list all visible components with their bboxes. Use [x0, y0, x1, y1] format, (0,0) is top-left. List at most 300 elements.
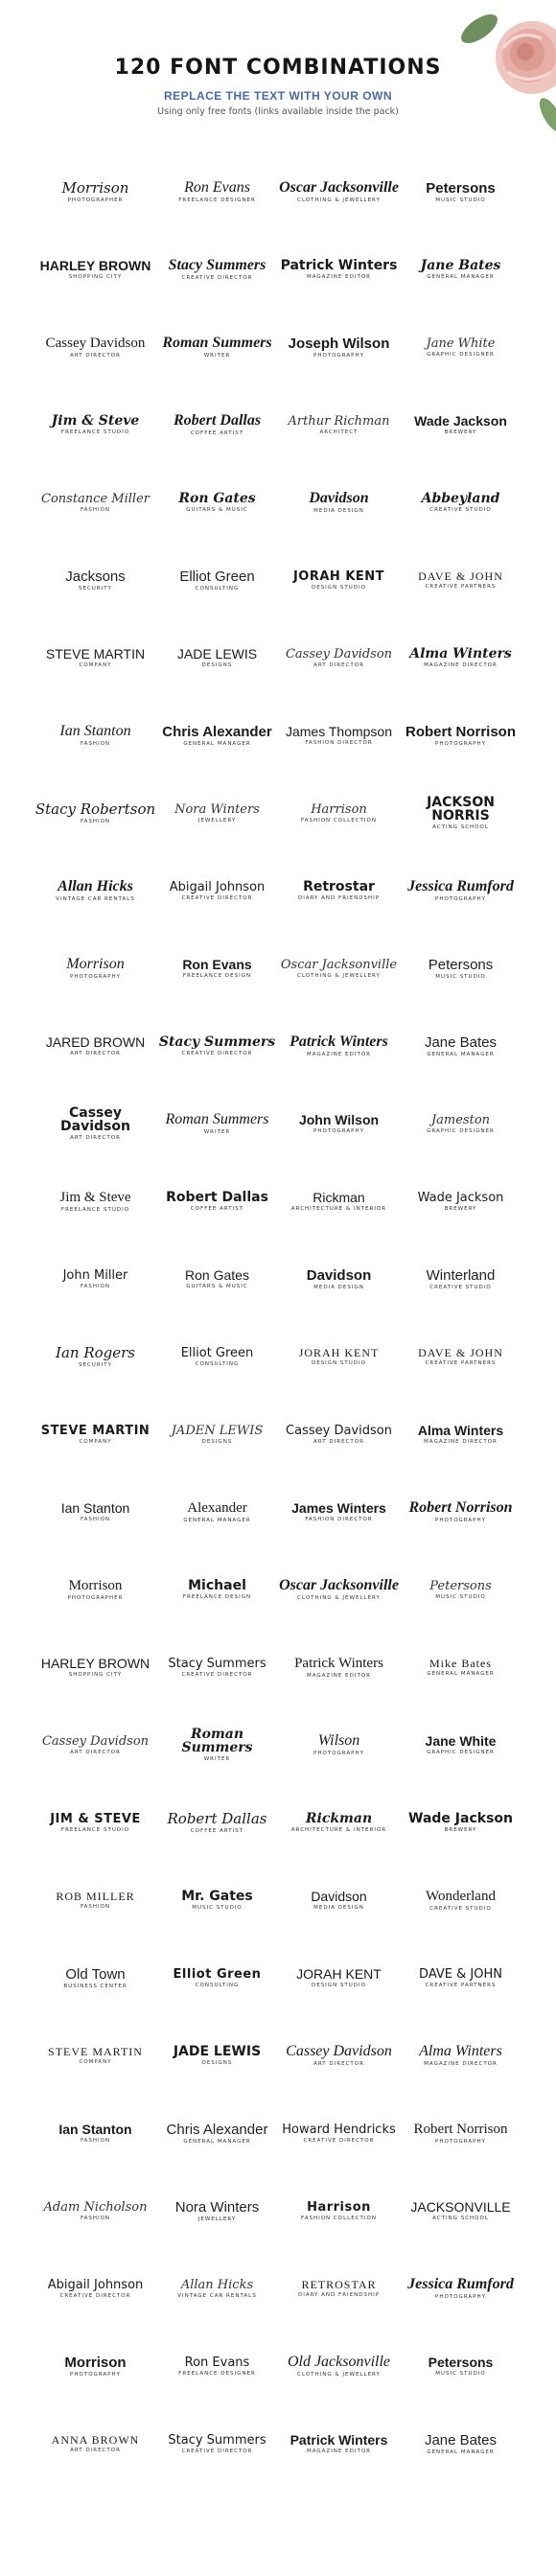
- combination-name: Allan Hicks: [58, 878, 133, 895]
- combination-subtitle: COFFEE ARTIST: [190, 1827, 244, 1834]
- combination-subtitle: GRAPHIC DESIGNER: [427, 1750, 495, 1756]
- combination-name: Chris Alexander: [162, 723, 272, 740]
- combination-subtitle: FASHION: [80, 1283, 111, 1289]
- font-combination-item: [278, 1085, 400, 1163]
- combination-name: JIM & STEVE: [50, 1811, 141, 1826]
- combination-subtitle: ARCHITECTURE & INTERIOR: [290, 1206, 387, 1213]
- combination-subtitle: BUSINESS CENTER: [63, 1983, 127, 1989]
- combination-name: Rickman: [313, 1190, 365, 1206]
- combination-subtitle: CREATIVE DIRECTOR: [303, 2137, 375, 2144]
- combination-subtitle: WRITER: [203, 1756, 231, 1763]
- combination-subtitle: JEWELLERY: [197, 2216, 237, 2222]
- combination-subtitle: ARCHITECTURE & INTERIOR: [290, 1827, 387, 1834]
- combination-subtitle: CLOTHING & JEWELLERY: [297, 2372, 381, 2379]
- font-combination-item: [156, 309, 278, 386]
- combination-subtitle: ACTING SCHOOL: [432, 2216, 489, 2222]
- combination-name: Wade Jackson: [408, 1811, 513, 1827]
- combination-name: Harrison: [307, 2199, 371, 2215]
- combination-subtitle: MUSIC STUDIO: [435, 973, 486, 980]
- font-combination-item: [156, 1629, 278, 1706]
- font-combination-item: [400, 2328, 521, 2405]
- combination-name: John Miller: [62, 1267, 128, 1283]
- combination-subtitle: CREATIVE DIRECTOR: [181, 275, 253, 282]
- font-combination-item: [278, 1862, 400, 1939]
- combination-name: Alma Winters: [419, 2043, 502, 2060]
- combination-name: Ian Stanton: [58, 2122, 132, 2138]
- combination-subtitle: PHOTOGRAPHER: [67, 1594, 124, 1601]
- combination-subtitle: MUSIC STUDIO: [192, 1905, 243, 1912]
- combination-name: JARED BROWN: [45, 1034, 146, 1051]
- combination-name: Mike Bates: [429, 1657, 492, 1671]
- combination-name: STEVE MARTIN: [40, 1423, 151, 1438]
- combination-subtitle: BREWERY: [444, 1205, 477, 1212]
- combination-subtitle: GENERAL MANAGER: [183, 740, 251, 747]
- combination-subtitle: CREATIVE STUDIO: [429, 507, 492, 514]
- combination-subtitle: VINTAGE CAR RENTALS: [56, 896, 135, 903]
- font-combination-item: [156, 775, 278, 852]
- combination-subtitle: VINTAGE CAR RENTALS: [177, 2292, 257, 2299]
- combination-name: Retrostar: [303, 879, 375, 895]
- combination-subtitle: MEDIA DESIGN: [313, 1284, 364, 1290]
- font-combination-item: [400, 309, 521, 386]
- combination-subtitle: FASHION: [80, 818, 111, 824]
- combination-name: STEVE MARTIN: [48, 2045, 143, 2059]
- combination-name: HARLEY BROWN: [40, 1656, 151, 1672]
- font-combination-item: [156, 852, 278, 930]
- combination-subtitle: PHOTOGRAPHY: [313, 1751, 364, 1757]
- combination-name: Jane Bates: [420, 258, 501, 274]
- font-combination-item: [400, 1008, 521, 1085]
- font-combination-item: [278, 1474, 400, 1551]
- font-combination-item: [400, 1163, 521, 1241]
- combination-name: Elliot Green: [180, 1345, 254, 1360]
- combination-name: Robert Dallas: [167, 1809, 267, 1827]
- combination-subtitle: ART DIRECTOR: [70, 1135, 121, 1142]
- combination-subtitle: CREATIVE PARTNERS: [425, 1982, 497, 1988]
- combination-name: Wade Jackson: [414, 413, 507, 429]
- font-combination-item: [400, 1085, 521, 1163]
- combination-subtitle: ART DIRECTOR: [313, 1438, 364, 1445]
- combination-subtitle: GENERAL MANAGER: [183, 1517, 251, 1523]
- combination-name: Abigail Johnson: [47, 2277, 144, 2292]
- font-combination-item: [400, 1862, 521, 1939]
- combination-subtitle: DIARY AND FRIENDSHIP: [297, 895, 381, 902]
- combination-subtitle: CLOTHING & JEWELLERY: [297, 972, 381, 979]
- combination-subtitle: FASHION COLLECTION: [301, 817, 377, 824]
- combination-subtitle: CREATIVE PARTNERS: [425, 1360, 497, 1367]
- combination-subtitle: GENERAL MANAGER: [427, 1051, 495, 1057]
- font-combination-item: [35, 386, 156, 464]
- combination-name: Patrick Winters: [290, 1033, 388, 1051]
- combination-subtitle: GUITARS & MUSIC: [186, 507, 248, 514]
- combination-subtitle: PHOTOGRAPHY: [313, 1128, 364, 1135]
- combination-subtitle: FASHION DIRECTOR: [305, 740, 373, 747]
- combination-subtitle: PHOTOGRAPHY: [313, 352, 364, 359]
- combination-subtitle: FREELANCE DESIGN: [182, 1594, 252, 1601]
- combination-name: Patrick Winters: [280, 258, 398, 274]
- font-combination-grid: [35, 153, 521, 2483]
- combination-name: Davidson: [311, 1889, 367, 1905]
- font-combination-item: [400, 2017, 521, 2095]
- combination-subtitle: FASHION: [80, 2215, 111, 2221]
- font-combination-item: [400, 1241, 521, 1318]
- combination-subtitle: CLOTHING & JEWELLERY: [297, 197, 381, 204]
- combination-name: Jane Bates: [424, 2431, 498, 2448]
- combination-name: JORAH KENT: [296, 1966, 382, 1983]
- combination-name: Cassey Davidson: [41, 1733, 150, 1749]
- combination-subtitle: GENERAL MANAGER: [427, 2448, 495, 2455]
- font-combination-item: [156, 2017, 278, 2095]
- combination-name: Davidson: [309, 490, 369, 507]
- font-combination-item: [400, 1784, 521, 1862]
- font-combination-item: [278, 1241, 400, 1318]
- combination-name: DAVE & JOHN: [419, 1966, 502, 1982]
- combination-name: Old Town: [65, 1965, 126, 1983]
- combination-subtitle: CREATIVE STUDIO: [429, 1284, 492, 1290]
- font-combination-item: [35, 619, 156, 697]
- combination-name: Elliot Green: [179, 568, 255, 585]
- combination-name: Jane White: [425, 1733, 497, 1750]
- combination-subtitle: DESIGNS: [201, 1438, 233, 1445]
- combination-name: Petersons: [428, 2355, 494, 2371]
- font-combination-item: [35, 1862, 156, 1939]
- font-combination-item: [156, 1085, 278, 1163]
- combination-subtitle: SHOPPING CITY: [68, 274, 123, 281]
- combination-name: Alma Winters: [417, 1423, 504, 1439]
- font-combination-item: [35, 2095, 156, 2172]
- combination-subtitle: MAGAZINE EDITOR: [306, 1672, 371, 1679]
- combination-subtitle: COFFEE ARTIST: [190, 430, 244, 437]
- combination-subtitle: GENERAL MANAGER: [427, 1671, 495, 1678]
- font-combination-item: [156, 386, 278, 464]
- combination-name: Ron Evans: [182, 957, 252, 973]
- combination-name: Robert Dallas: [173, 412, 262, 429]
- combination-name: Robert Norrison: [405, 723, 516, 740]
- combination-subtitle: FREELANCE DESIGNER: [178, 197, 256, 204]
- combination-subtitle: CONSULTING: [195, 1982, 240, 1988]
- combination-name: Morrison: [68, 1577, 123, 1593]
- font-combination-item: [400, 2095, 521, 2172]
- font-combination-item: [156, 2172, 278, 2250]
- font-combination-item: [278, 153, 400, 231]
- combination-name: Petersons: [428, 956, 494, 973]
- combination-subtitle: ARCHITECT: [319, 429, 359, 435]
- combination-subtitle: MAGAZINE EDITOR: [306, 274, 371, 281]
- font-combination-item: [156, 153, 278, 231]
- font-combination-item: [278, 2250, 400, 2328]
- combination-name: ROB MILLER: [56, 1890, 135, 1904]
- combination-subtitle: FASHION: [80, 741, 111, 748]
- combination-subtitle: PHOTOGRAPHY: [435, 896, 486, 903]
- combination-subtitle: FREELANCE DESIGNER: [178, 2370, 256, 2377]
- combination-subtitle: FREELANCE STUDIO: [60, 429, 130, 436]
- font-combination-item: [400, 153, 521, 231]
- combination-name: JADEN LEWIS: [171, 1423, 264, 1438]
- font-combination-item: [400, 386, 521, 464]
- font-combination-item: [35, 2328, 156, 2405]
- font-combination-item: [400, 1706, 521, 1784]
- font-combination-item: [35, 2250, 156, 2328]
- combination-name: Cassey Davidson: [286, 2043, 392, 2060]
- combination-subtitle: GENERAL MANAGER: [427, 274, 495, 281]
- combination-name: STEVE MARTIN: [45, 646, 146, 662]
- combination-name: Old Jacksonville: [287, 2354, 391, 2371]
- combination-name: Stacy Summers: [158, 1034, 276, 1051]
- combination-subtitle: COMPANY: [79, 2059, 112, 2066]
- combination-subtitle: PHOTOGRAPHY: [435, 740, 486, 747]
- combination-name: RETROSTAR: [301, 2278, 377, 2292]
- combination-subtitle: CREATIVE STUDIO: [429, 1905, 492, 1912]
- font-combination-item: [35, 153, 156, 231]
- combination-subtitle: SECURITY: [79, 585, 112, 592]
- combination-subtitle: CREATIVE DIRECTOR: [181, 1671, 253, 1678]
- font-combination-item: [278, 386, 400, 464]
- combination-name: Oscar Jacksonville: [279, 179, 399, 197]
- font-combination-item: [400, 619, 521, 697]
- combination-subtitle: SHOPPING CITY: [68, 1672, 123, 1679]
- font-combination-item: [35, 1318, 156, 1396]
- font-combination-item: [35, 1474, 156, 1551]
- font-combination-item: [400, 464, 521, 542]
- font-combination-item: [400, 2250, 521, 2328]
- font-combination-item: [278, 231, 400, 309]
- font-combination-item: [35, 1008, 156, 1085]
- page-header: [0, 56, 556, 117]
- font-combination-item: [400, 231, 521, 309]
- font-combination-item: [156, 1008, 278, 1085]
- font-combination-item: [278, 697, 400, 775]
- font-combination-item: [35, 2017, 156, 2095]
- font-combination-item: [35, 1706, 156, 1784]
- combination-subtitle: ART DIRECTOR: [70, 2448, 121, 2454]
- combination-name: Cassey Davidson: [45, 335, 146, 351]
- combination-subtitle: COFFEE ARTIST: [190, 1206, 244, 1213]
- combination-name: Jim & Steve: [51, 413, 140, 429]
- combination-name: Morrison: [66, 956, 125, 973]
- combination-name: ANNA BROWN: [51, 2433, 140, 2448]
- combination-subtitle: ART DIRECTOR: [70, 352, 121, 359]
- combination-name: Robert Dallas: [166, 1190, 268, 1206]
- combination-name: Stacy Summers: [168, 1656, 266, 1671]
- combination-subtitle: MEDIA DESIGN: [313, 508, 364, 515]
- combination-name: Ian Stanton: [59, 723, 131, 740]
- combination-name: Roman Summers: [162, 335, 272, 352]
- font-combination-item: [278, 1784, 400, 1862]
- combination-subtitle: PHOTOGRAPHY: [70, 2371, 121, 2378]
- font-combination-item: [35, 1784, 156, 1862]
- font-combination-item: [278, 1706, 400, 1784]
- combination-name: Jameston: [430, 1112, 491, 1127]
- font-combination-item: [35, 775, 156, 852]
- combination-subtitle: CONSULTING: [195, 1360, 240, 1367]
- combination-subtitle: MUSIC STUDIO: [435, 197, 486, 203]
- font-combination-item: [35, 1163, 156, 1241]
- combination-name: Ron Gates: [178, 491, 256, 507]
- combination-name: Elliot Green: [173, 1966, 262, 1982]
- combination-name: Rickman: [305, 1811, 373, 1827]
- combination-name: Cassey Davidson: [285, 646, 393, 661]
- combination-subtitle: CREATIVE DIRECTOR: [181, 1051, 253, 1057]
- combination-subtitle: CONSULTING: [195, 585, 240, 592]
- font-combination-item: [35, 1551, 156, 1629]
- combination-subtitle: MAGAZINE DIRECTOR: [424, 662, 498, 669]
- combination-name: Ron Evans: [184, 2355, 250, 2370]
- combination-subtitle: ART DIRECTOR: [70, 1051, 121, 1057]
- combination-subtitle: MUSIC STUDIO: [435, 2371, 486, 2378]
- combination-name: Petersons: [429, 1578, 492, 1593]
- page-title: 120 FONT COMBINATIONS: [114, 56, 442, 80]
- combination-subtitle: PHOTOGRAPHER: [67, 197, 124, 203]
- font-combination-item: [156, 2328, 278, 2405]
- combination-name: Petersons: [426, 179, 496, 197]
- font-combination-item: [156, 231, 278, 309]
- combination-name: Oscar Jacksonville: [280, 957, 398, 972]
- font-combination-item: [278, 309, 400, 386]
- font-combination-item: [35, 930, 156, 1008]
- combination-subtitle: FASHION: [80, 506, 111, 513]
- combination-subtitle: PHOTOGRAPHY: [435, 2138, 486, 2145]
- font-combination-item: [278, 2328, 400, 2405]
- combination-subtitle: DESIGNS: [201, 2060, 233, 2067]
- combination-subtitle: FASHION DIRECTOR: [305, 1517, 373, 1523]
- combination-name: Arthur Richman: [288, 413, 390, 429]
- combination-name: Patrick Winters: [294, 1655, 383, 1671]
- combination-subtitle: ACTING SCHOOL: [432, 824, 489, 831]
- font-combination-item: [35, 1241, 156, 1318]
- font-combination-item: [278, 619, 400, 697]
- combination-name: JACKSONVILLE: [410, 2199, 511, 2216]
- combination-name: Ian Rogers: [56, 1343, 135, 1361]
- combination-subtitle: GENERAL MANAGER: [183, 2138, 251, 2145]
- combination-subtitle: MUSIC STUDIO: [435, 1593, 486, 1600]
- combination-subtitle: FASHION: [80, 1517, 111, 1523]
- combination-name: Adam Nicholson: [43, 2199, 148, 2215]
- font-combination-item: [156, 1939, 278, 2017]
- combination-subtitle: FREELANCE DESIGN: [182, 973, 252, 980]
- combination-name: JORAH KENT: [292, 569, 385, 584]
- font-combination-item: [278, 1629, 400, 1706]
- font-combination-item: [35, 2405, 156, 2483]
- font-combination-item: [35, 1396, 156, 1474]
- combination-name: Abbeyland: [421, 491, 500, 507]
- font-combination-item: [35, 309, 156, 386]
- combination-subtitle: MAGAZINE DIRECTOR: [424, 2061, 498, 2068]
- font-combination-item: [156, 464, 278, 542]
- combination-subtitle: MEDIA DESIGN: [313, 1905, 364, 1912]
- combination-subtitle: CLOTHING & JEWELLERY: [297, 1595, 381, 1602]
- font-combination-item: [156, 1163, 278, 1241]
- font-combination-item: [35, 852, 156, 930]
- combination-name: Michael: [188, 1578, 246, 1594]
- combination-name: Constance Miller: [41, 491, 150, 506]
- combination-subtitle: GRAPHIC DESIGNER: [427, 351, 495, 358]
- font-combination-item: [35, 1939, 156, 2017]
- combination-subtitle: DIARY AND FRIENDSHIP: [297, 2292, 381, 2299]
- combination-subtitle: CREATIVE DIRECTOR: [59, 2292, 131, 2299]
- font-combination-item: [156, 542, 278, 619]
- combination-subtitle: CREATIVE PARTNERS: [425, 584, 497, 591]
- font-combination-item: [400, 1939, 521, 2017]
- combination-name: Jane Bates: [424, 1033, 498, 1051]
- combination-name: Ron Evans: [184, 179, 250, 197]
- combination-name: JADE LEWIS: [173, 2044, 262, 2060]
- combination-name: Jessica Rumford: [407, 2276, 514, 2293]
- combination-subtitle: ART DIRECTOR: [313, 2061, 364, 2068]
- font-combination-item: [278, 1163, 400, 1241]
- font-combination-item: [278, 2405, 400, 2483]
- font-combination-item: [156, 1706, 278, 1784]
- font-combination-item: [35, 697, 156, 775]
- combination-name: Jim & Steve: [59, 1189, 131, 1205]
- combination-subtitle: ART DIRECTOR: [313, 661, 364, 668]
- combination-name: Stacy Summers: [168, 257, 266, 274]
- combination-subtitle: CREATIVE DIRECTOR: [181, 2448, 253, 2454]
- font-combination-item: [278, 2172, 400, 2250]
- combination-name: Howard Hendricks: [282, 2122, 396, 2137]
- combination-name: HARLEY BROWN: [39, 258, 151, 274]
- combination-name: Jacksons: [65, 568, 126, 585]
- font-combination-item: [278, 2017, 400, 2095]
- combination-name: JADE LEWIS: [176, 646, 258, 662]
- font-combination-item: [35, 2172, 156, 2250]
- combination-subtitle: FREELANCE STUDIO: [60, 1826, 130, 1833]
- combination-name: Abigail Johnson: [169, 879, 266, 894]
- combination-name: Joseph Wilson: [288, 335, 390, 352]
- combination-name: Nora Winters: [174, 2198, 260, 2216]
- font-combination-item: [156, 1862, 278, 1939]
- combination-subtitle: COMPANY: [79, 662, 112, 669]
- combination-subtitle: BREWERY: [444, 429, 477, 436]
- font-combination-item: [400, 1396, 521, 1474]
- combination-name: Robert Norrison: [408, 1499, 513, 1517]
- font-combination-item: [35, 542, 156, 619]
- combination-name: Ian Stanton: [60, 1500, 130, 1517]
- combination-name: Oscar Jacksonville: [279, 1577, 399, 1594]
- font-combination-item: [156, 1551, 278, 1629]
- combination-name: Mr. Gates: [181, 1889, 253, 1905]
- font-combination-item: [278, 1008, 400, 1085]
- font-combination-item: [156, 619, 278, 697]
- combination-subtitle: ART DIRECTOR: [70, 1749, 121, 1755]
- font-combination-item: [400, 2405, 521, 2483]
- font-combination-item: [400, 542, 521, 619]
- combination-subtitle: DESIGN STUDIO: [311, 1983, 366, 1989]
- combination-name: JACKSON NORRIS: [427, 795, 495, 824]
- combination-subtitle: FASHION: [80, 2138, 111, 2145]
- font-combination-item: [278, 930, 400, 1008]
- font-combination-item: [156, 1784, 278, 1862]
- combination-name: DAVE & JOHN: [418, 569, 503, 584]
- combination-subtitle: MAGAZINE EDITOR: [306, 1052, 371, 1058]
- combination-subtitle: COMPANY: [79, 1438, 112, 1445]
- combination-subtitle: JEWELLERY: [197, 817, 237, 824]
- combination-name: Nora Winters: [174, 801, 260, 817]
- combination-subtitle: DESIGN STUDIO: [311, 584, 366, 591]
- combination-name: Ron Gates: [185, 1267, 249, 1284]
- font-combination-item: [278, 1318, 400, 1396]
- combination-name: Cassey Davidson: [60, 1105, 130, 1135]
- combination-name: Patrick Winters: [290, 2432, 388, 2448]
- combination-subtitle: WRITER: [203, 353, 231, 360]
- combination-name: Alma Winters: [409, 646, 512, 662]
- combination-name: Allan Hicks: [180, 2277, 254, 2292]
- font-combination-item: [278, 1551, 400, 1629]
- font-combination-item: [35, 1629, 156, 1706]
- combination-name: Roman Summers: [165, 1111, 269, 1128]
- combination-name: James Winters: [291, 1500, 386, 1517]
- combination-name: Roman Summers: [181, 1727, 253, 1756]
- font-combination-item: [400, 1474, 521, 1551]
